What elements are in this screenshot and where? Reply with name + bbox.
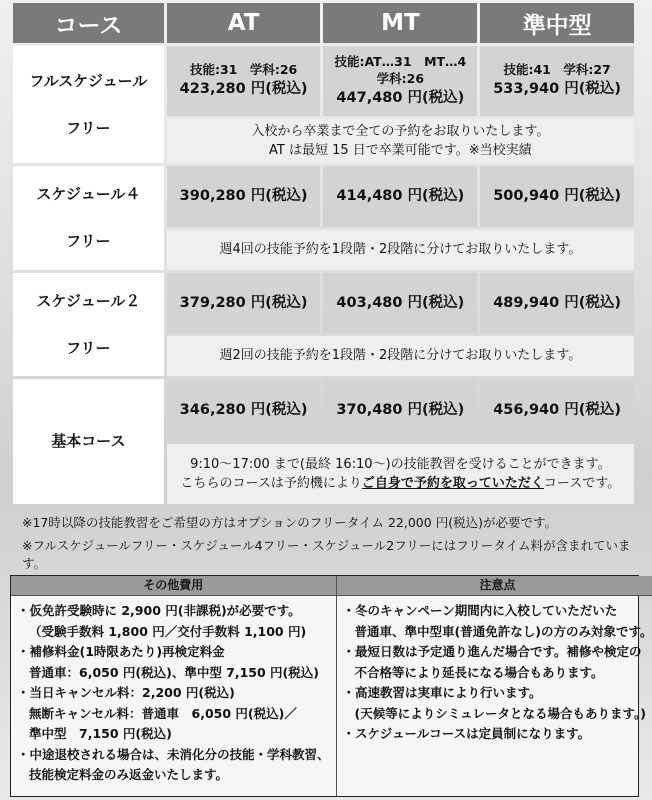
basic-note2c: コースです。 — [543, 476, 621, 491]
basic-note1: 9:10～17:00 まで(最終 16:10～)の技能教習を受けることができます。 — [190, 456, 611, 472]
other-line: （受験手数料 1,800 円／交付手数料 1,100 円) — [29, 623, 307, 639]
caution-line: 不合格等により延長になる場合もあります。 — [354, 664, 604, 680]
header-jun: 準中型 — [480, 3, 634, 43]
other-line: 無断キャンセル料：普通車 6,050 円(税込)／ — [29, 705, 297, 721]
cell-basic-jun — [480, 379, 634, 441]
info-box — [10, 575, 652, 797]
row-label-s4 — [13, 166, 164, 270]
other-line: ・補修料金(1時限あたり)再検定料金 — [17, 644, 225, 659]
header-at: AT — [167, 3, 321, 43]
s2-note: 週2回の技能予約を1段階・2段階に分けてお取りいたします。 — [167, 336, 634, 376]
other-line: 技能検定料金のみ返金いたします。 — [29, 767, 229, 782]
basic-note — [167, 444, 634, 504]
full-jun-sub: 技能:41 学科:27 — [503, 62, 611, 78]
footnote-2: ※フルスケジュールフリー・スケジュール4フリー・スケジュール2フリーにはフリータイム料が含まれています。 — [22, 538, 631, 571]
basic-note2 — [167, 474, 634, 494]
full-mt-sub1: 技能:AT…31 MT…4 — [334, 53, 467, 69]
s4-note: 週4回の技能予約を1段階・2段階に分けてお取りいたします。 — [167, 230, 634, 270]
full-note2: AT は最短 15 日で卒業可能です。※当校実績 — [269, 143, 532, 158]
other-costs-title: その他費用 — [11, 576, 336, 596]
header-course: コース — [13, 3, 164, 43]
row-label-s2 — [13, 273, 164, 376]
caution-column — [336, 576, 652, 796]
basic-label: 基本コース — [51, 432, 126, 451]
cell-full-jun — [480, 46, 634, 116]
cell-full-at — [167, 46, 321, 116]
full-mt-price: 447,480 円(税込) — [336, 89, 465, 106]
basic-note2a: こちらのコースは予約機により — [180, 476, 362, 491]
other-line: ・仮免許受験時に 2,900 円(非課税)が必要です。 — [17, 603, 301, 618]
s4-at-price: 390,280 円(税込) — [179, 188, 308, 205]
cell-s4-jun — [480, 166, 634, 227]
basic-mt-price: 370,480 円(税込) — [336, 401, 465, 418]
cell-basic-at — [167, 379, 321, 441]
cell-full-mt — [323, 46, 477, 116]
caution-line: ・冬のキャンペーン期間内に入校していただいた — [342, 603, 618, 618]
full-mt-sub2: 学科:26 — [376, 70, 425, 86]
basic-jun-price: 456,940 円(税込) — [493, 401, 622, 418]
s2-label1: スケジュール２ — [36, 291, 141, 310]
cell-basic-mt — [323, 379, 477, 441]
other-line: ・中途退校される場合は、未消化分の技能・学科教習、 — [17, 746, 330, 762]
cell-s2-jun — [480, 273, 634, 333]
row-label-basic — [13, 379, 164, 504]
caution-title: 注意点 — [337, 576, 652, 596]
footnote-1: ※17時以降の技能教習をご希望の方はオプションのフリータイム 22,000 円(税込)が必要です。 — [22, 515, 557, 530]
s2-jun-price: 489,940 円(税込) — [493, 294, 622, 311]
other-line: 準中型 7,150 円(税込) — [29, 726, 172, 741]
basic-note2b: ご自身で予約を取っていただく — [361, 476, 544, 491]
full-note — [167, 119, 634, 163]
full-label2: フリー — [66, 118, 111, 137]
full-note1: 入校から卒業まで全ての予約をお取りいたします。 — [251, 123, 550, 139]
cell-s2-mt — [323, 273, 477, 333]
s2-at-price: 379,280 円(税込) — [179, 294, 308, 311]
caution-line: ・スケジュールコースは定員制になります。 — [342, 726, 591, 741]
caution-line: ・最短日数は予定通り進んだ場合です。補修や検定の — [342, 644, 642, 659]
s4-jun-price: 500,940 円(税込) — [493, 188, 622, 205]
s2-mt-price: 403,480 円(税込) — [336, 294, 465, 311]
s4-label2: フリー — [66, 232, 111, 250]
full-jun-price: 533,940 円(税込) — [493, 81, 622, 98]
other-costs-column — [11, 576, 336, 796]
header-mt: MT — [323, 3, 477, 43]
other-line: ・当日キャンセル料：2,200 円(税込) — [17, 685, 235, 700]
other-costs-list — [11, 596, 336, 791]
price-table — [10, 0, 637, 507]
s2-label2: フリー — [66, 338, 111, 357]
s4-mt-price: 414,480 円(税込) — [336, 188, 465, 205]
cell-s4-at — [167, 166, 321, 227]
full-label1: フルスケジュール — [29, 71, 148, 90]
cell-s2-at — [167, 273, 321, 333]
full-at-sub: 技能:31 学科:26 — [189, 62, 298, 78]
full-at-price: 423,280 円(税込) — [179, 81, 308, 98]
other-line: 普通車：6,050 円(税込)、準中型 7,150 円(税込) — [29, 664, 319, 680]
row-label-full — [13, 46, 164, 163]
caution-line: 普通車、準中型車(普通免許なし)の方のみ対象です。 — [354, 623, 652, 639]
basic-at-price: 346,280 円(税込) — [179, 401, 308, 418]
s4-label1: スケジュール４ — [36, 185, 141, 204]
caution-list — [337, 596, 652, 750]
caution-line: ・高速教習は実車により行います。 — [342, 685, 542, 700]
cell-s4-mt — [323, 166, 477, 227]
caution-line: (天候等によりシミュレータとなる場合もあります。) — [354, 705, 646, 721]
